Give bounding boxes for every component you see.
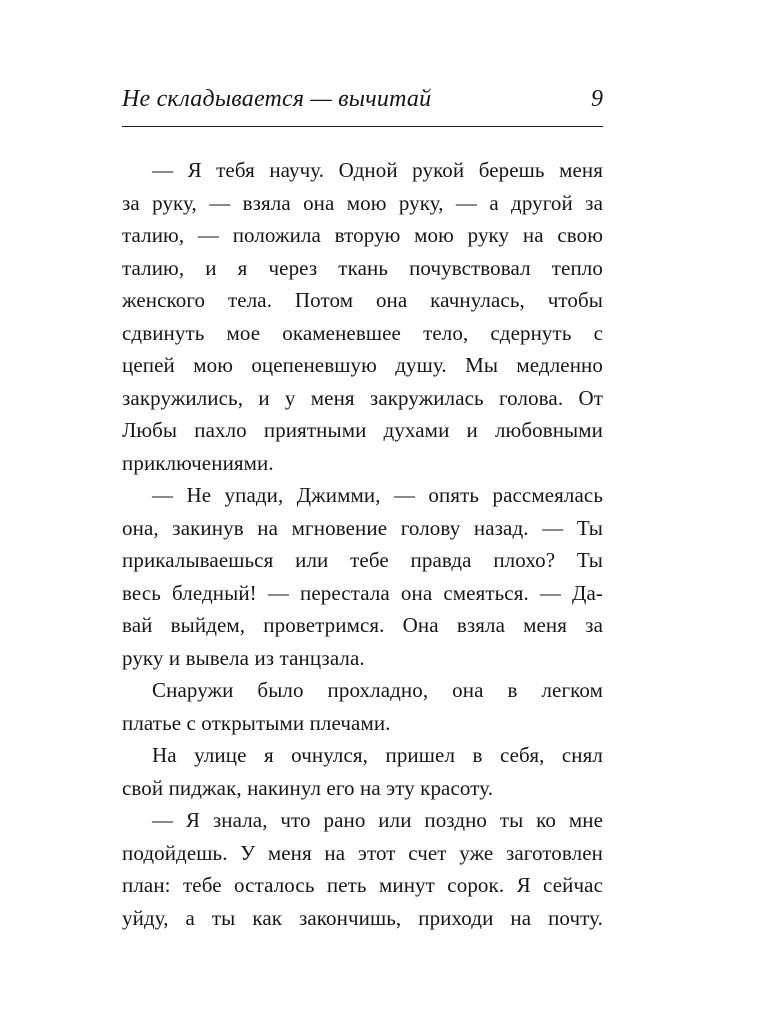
page-body [122, 154, 603, 934]
text-block [122, 86, 603, 934]
text-line: она, закинув на мгновение голову назад. — Ты [122, 515, 603, 540]
text-line: прикалываешься или тебе правда плохо? Ты [122, 548, 603, 572]
text-line: — Я знала, что рано или поздно ты ко мне [152, 808, 603, 832]
running-header-title: Не складывается — вычитай [122, 86, 432, 112]
text-line: вай выйдем, проветримся. Она взяла меня за [122, 613, 603, 637]
text-line: цепей мою оцепеневшую душу. Мы медленно [122, 353, 603, 377]
text-line: На улице я очнулся, пришел в себя, снял [152, 743, 603, 767]
text-line: уйду, а ты как закончишь, приходи на почту. [122, 905, 603, 930]
text-line: приключениями. [122, 450, 274, 475]
header-rule [122, 126, 603, 127]
text-line: Снаружи было прохладно, она в легком [152, 678, 603, 702]
text-line: весь бледный! — перестала она смеяться. — Да- [122, 580, 603, 605]
text-line: сдвинуть мое окаменевшее тело, сдернуть с [122, 320, 603, 345]
text-line: платье с открытыми плечами. [122, 710, 391, 735]
paragraph [122, 479, 603, 674]
text-line: женского тела. Потом она качнулась, чтобы [122, 288, 603, 312]
text-line: план: тебе осталось петь минут сорок. Я сейчас [122, 873, 603, 897]
text-line: талию, — положила вторую мою руку на свою [122, 223, 603, 247]
text-line: руку и вывела из танцзала. [122, 645, 365, 670]
running-header [122, 86, 603, 112]
paragraph [122, 804, 603, 934]
text-line: за руку, — взяла она мою руку, — а другой за [122, 190, 603, 215]
text-line: Любы пахло приятными духами и любовными [122, 418, 603, 442]
page-number: 9 [591, 86, 603, 112]
paragraph [122, 674, 603, 739]
paragraph [122, 154, 603, 479]
text-line: свой пиджак, накинул его на эту красоту. [122, 775, 494, 800]
paragraph [122, 739, 603, 804]
text-line: талию, и я через ткань почувствовал тепло [122, 255, 603, 280]
text-line: — Не упади, Джимми, — опять рассмеялась [152, 483, 603, 507]
text-line: закружились, и у меня закружилась голова. От [122, 385, 603, 410]
text-line: подойдешь. У меня на этот счет уже заготовлен [122, 840, 603, 865]
text-line: — Я тебя научу. Одной рукой берешь меня [152, 158, 603, 182]
